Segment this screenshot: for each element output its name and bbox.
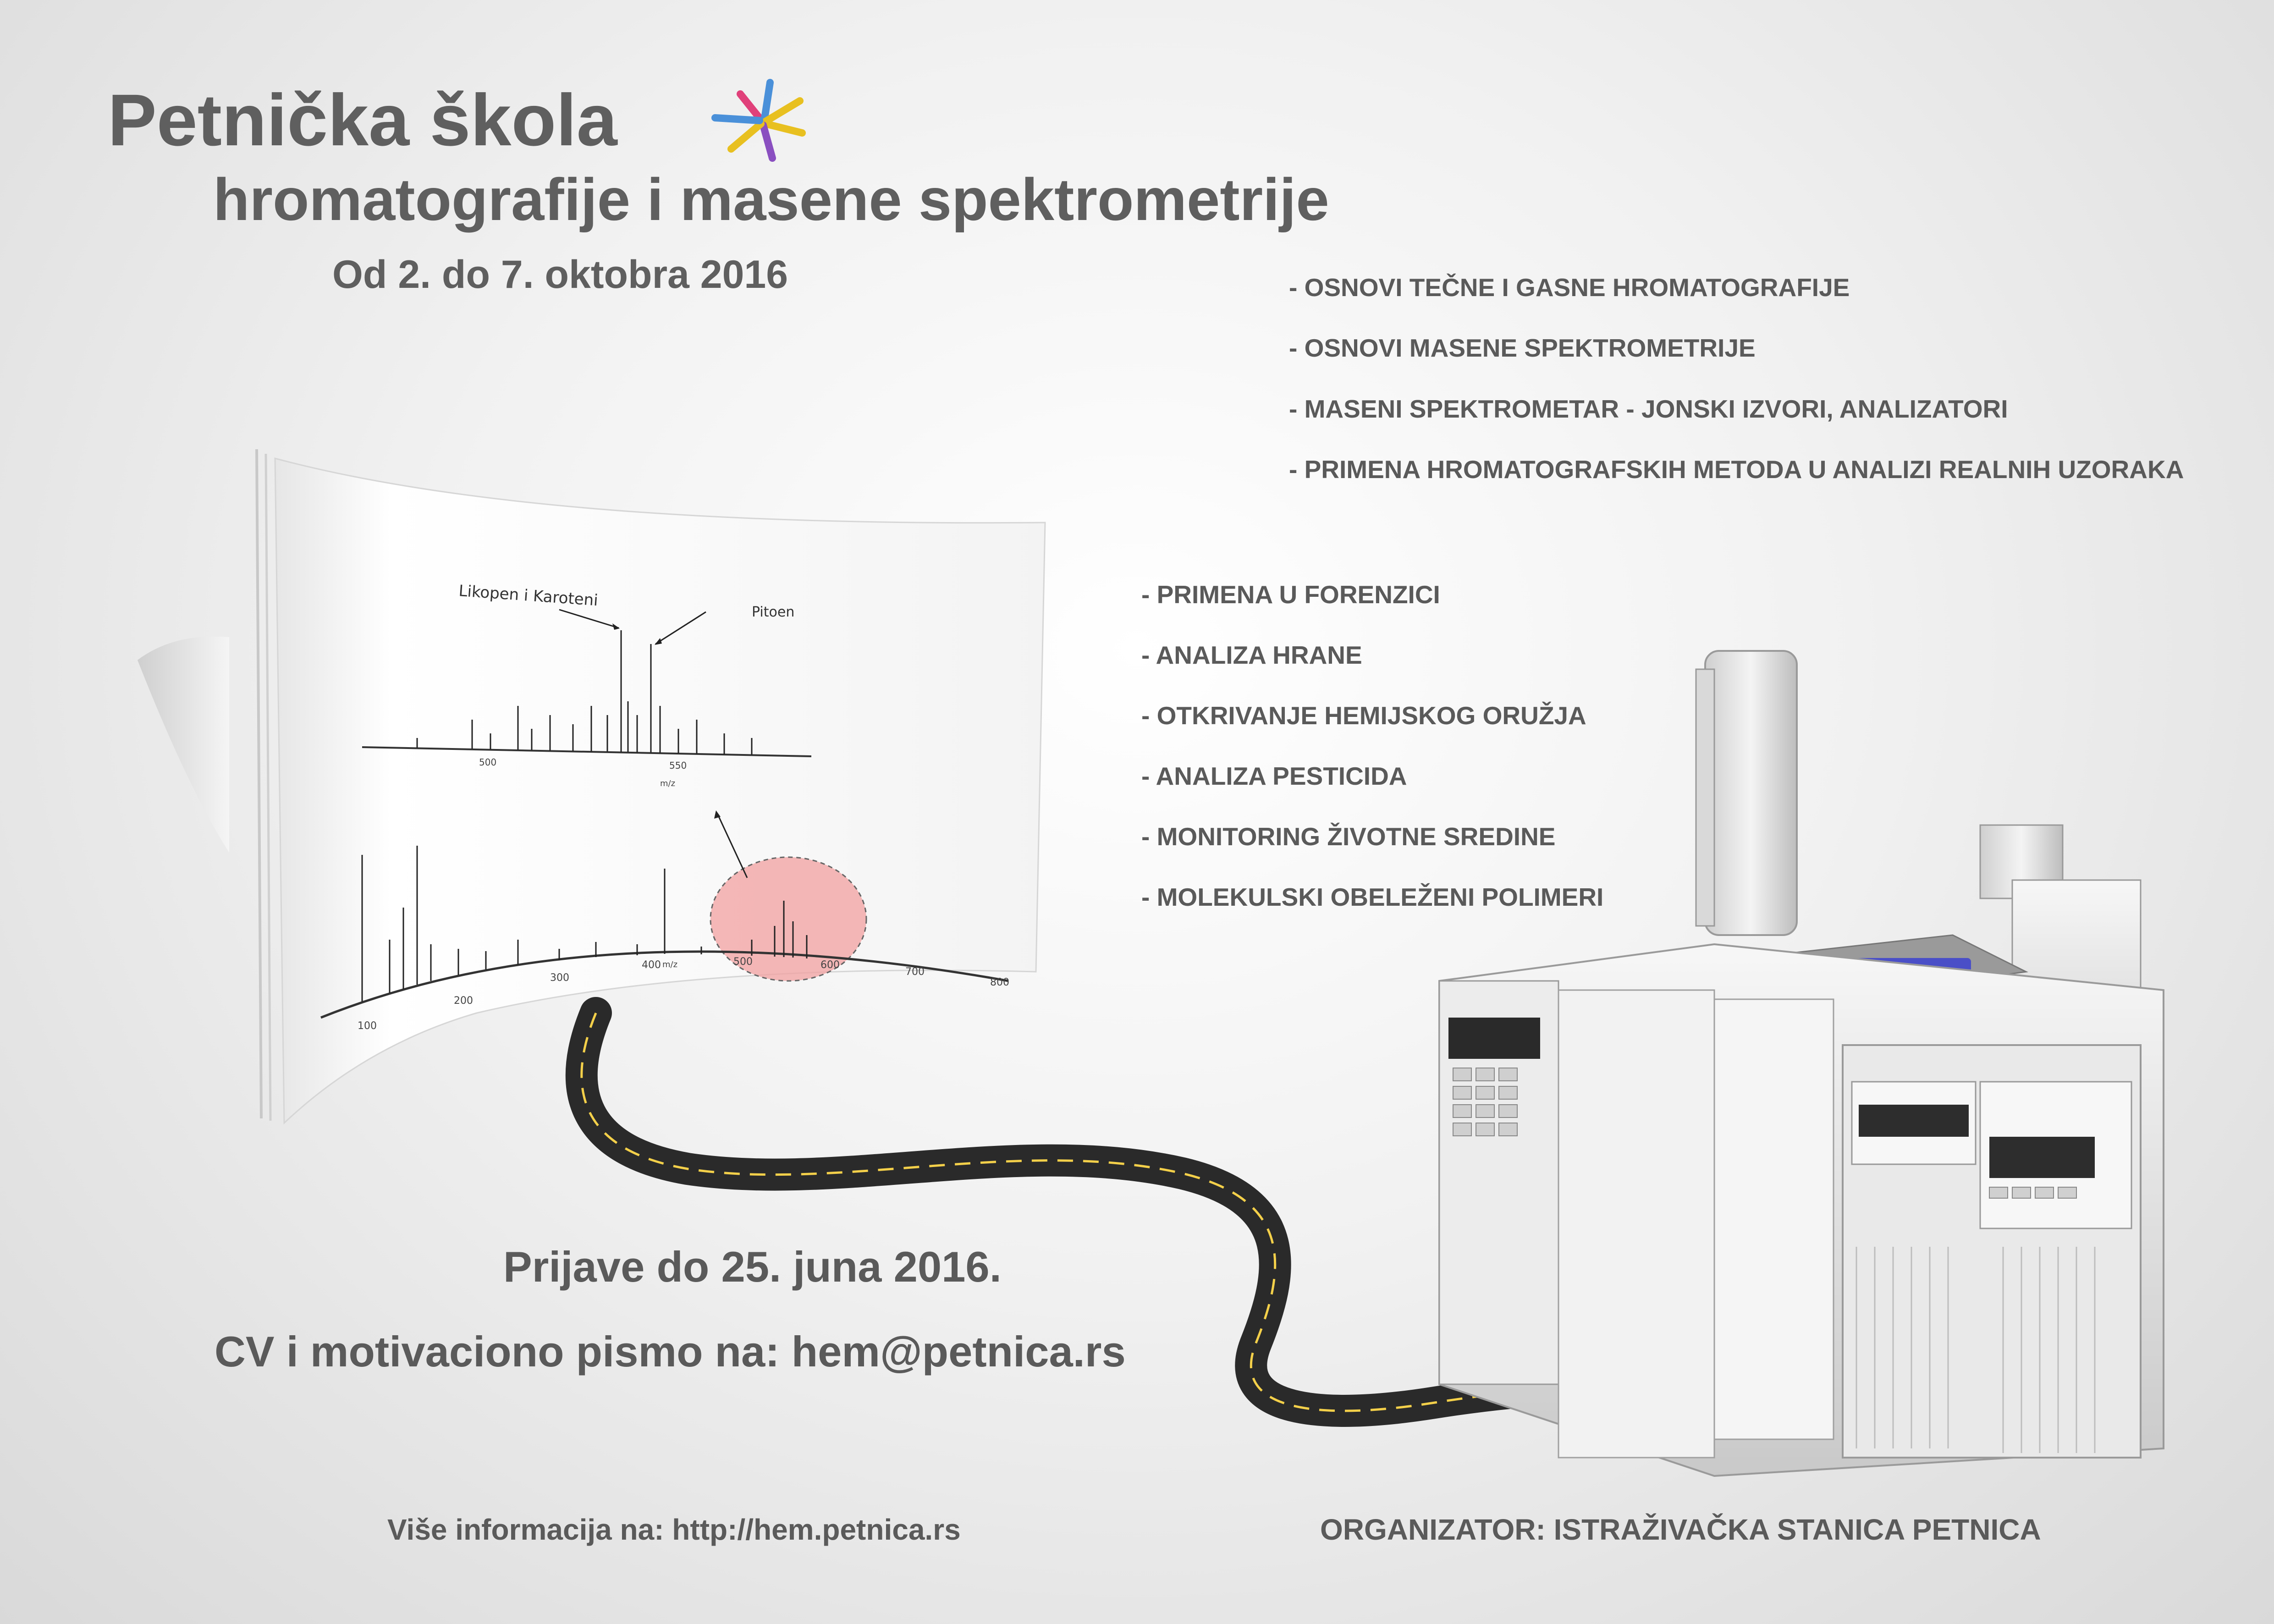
application-item: - OTKRIVANJE HEMIJSKOG ORUŽJA [1141, 701, 1586, 730]
peak-label-pitoen: Pitoen [752, 604, 795, 620]
axis-unit: m/z [662, 960, 678, 969]
application-item: - MOLEKULSKI OBELEŽENI POLIMERI [1141, 883, 1604, 911]
event-dates: Od 2. do 7. oktobra 2016 [332, 253, 788, 297]
cv-instructions: CV i motivaciono pismo na: hem@petnica.rs [215, 1327, 1126, 1376]
petnica-star-logo [708, 76, 818, 167]
peak-label-likopen: Likopen i Karoteni [458, 582, 599, 610]
more-info-link: Više informacija na: http://hem.petnica.rs [387, 1513, 961, 1546]
topic-item: - PRIMENA HROMATOGRAFSKIH METODA U ANALIZI REALNIH UZORAKA [1289, 455, 2184, 484]
application-item: - ANALIZA HRANE [1141, 641, 1362, 669]
tick-label: 500 [733, 956, 753, 968]
tick-label: 600 [820, 959, 840, 971]
application-item: - ANALIZA PESTICIDA [1141, 762, 1407, 790]
deadline-prefix: Prijave do [503, 1243, 710, 1291]
mass-spectrum-top [358, 568, 825, 788]
tick-label: 300 [550, 972, 569, 984]
axis-unit: m/z [660, 779, 676, 788]
organizer-text: ORGANIZATOR: ISTRAŽIVAČKA STANICA PETNICA [1320, 1513, 2041, 1546]
registration-deadline [503, 1242, 1002, 1292]
page-title: Petnička škola [108, 79, 617, 161]
topic-item: - OSNOVI TEČNE I GASNE HROMATOGRAFIJE [1289, 273, 1850, 302]
tick-label: 500 [479, 757, 497, 768]
topic-item: - OSNOVI MASENE SPEKTROMETRIJE [1289, 334, 1756, 362]
deadline-date: 25. juna 2016. [721, 1243, 1002, 1291]
application-item: - PRIMENA U FORENZICI [1141, 580, 1440, 609]
application-item: - MONITORING ŽIVOTNE SREDINE [1141, 822, 1556, 851]
tick-label: 100 [358, 1020, 377, 1032]
gc-ms-instrument-image [1430, 642, 2237, 1490]
tick-label: 200 [454, 995, 473, 1007]
tick-label: 800 [990, 977, 1009, 988]
topic-item: - MASENI SPEKTROMETAR - JONSKI IZVORI, ANALIZATORI [1289, 395, 2008, 423]
page-subtitle: hromatografije i masene spektrometrije [213, 166, 1329, 233]
tick-label: 700 [905, 966, 925, 978]
tick-label: 400 [642, 959, 661, 971]
tick-label: 550 [669, 760, 687, 771]
